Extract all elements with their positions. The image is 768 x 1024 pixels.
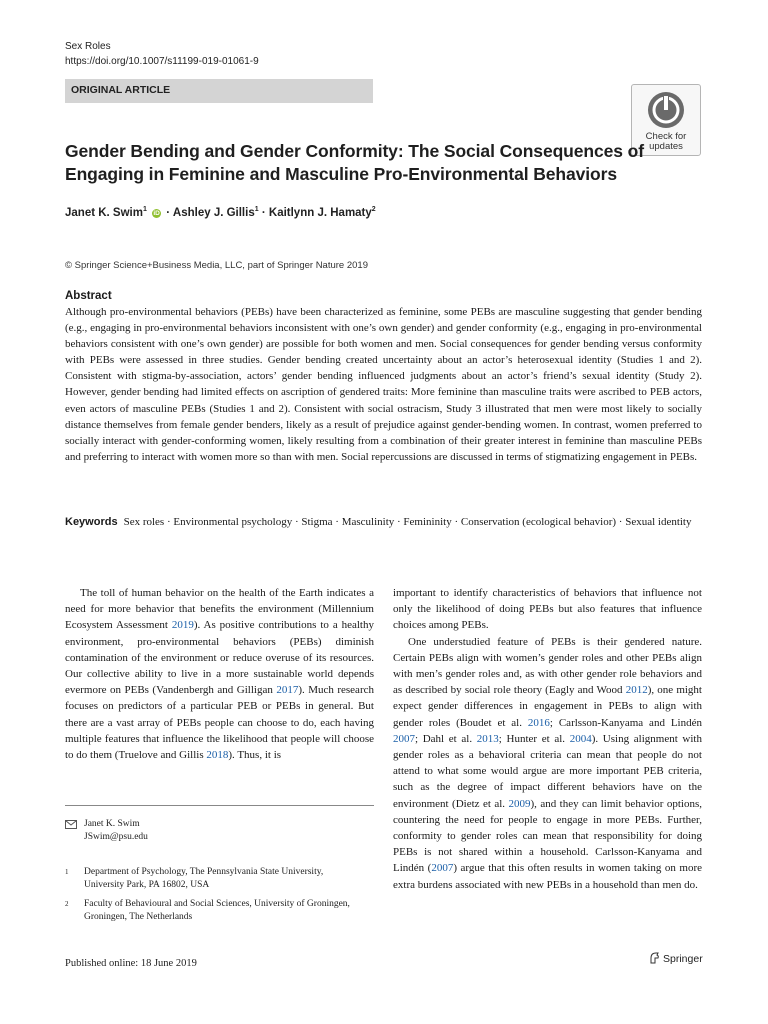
author-name[interactable]: Kaitlynn J. Hamaty: [268, 206, 372, 219]
body-paragraph: The toll of human behavior on the health of the Earth indicates a need for more behavior that benefits the environment (Millennium Ecosystem Assessment 2019). As positive contributions to a healthy environment, pro-environmental behaviors (PEBs) diminish contamination of the environment or reduce overuse of its resources. Our collective ability to live in a more sustainable world depends evermore on PEBs (Vandenbergh and Gilligan 2017). Much research focuses on predictors of a particular PEB or PEBs in general. But there are a vast array of PEBs people can choose to do, each having multiple features that influence the likelihood that people will choose to do them (Truelove and Gillis 2018). Thus, it is: [65, 587, 374, 762]
contact-name: Janet K. Swim: [84, 819, 140, 829]
article-type-bar: [65, 79, 373, 103]
affiliation-mark: 1: [65, 868, 69, 876]
journal-name: Sex Roles: [65, 41, 111, 52]
body-paragraph: One understudied feature of PEBs is their gendered nature. Certain PEBs align with women’s gender roles and other PEBs align with men’s gender roles and, as with other gender role behaviors and as described by social role theory (Eagly and Wood 2012), one might expect gender differences in engagement in PEBs to align with gender roles (Boudet et al. 2016; Carlsson-Kanyama and Lindén 2007; Dahl et al. 2013; Hunter et al. 2004). Using alignment with gender roles as a behavioral criteria can mean that people do not attend to what some would argue are more important PEB criteria, such as the degree of impact different behaviors have on the environment (Dietz et al. 2009), and they can limit behavior options, countering the need for people to engage in more PEBs. Further, conformity to gender roles can mean that responsibility for doing PEBs is not shared within a household. Carlsson-Kanyama and Lindén (2007) argue that this often results in women taking on more extra burdens associated with new PEBs in a household than men do.: [393, 635, 702, 891]
citation-link[interactable]: 2004: [569, 732, 592, 745]
published-date: Published online: 18 June 2019: [65, 958, 197, 969]
citation-link[interactable]: 2007: [431, 862, 454, 875]
orcid-icon[interactable]: iD: [153, 209, 160, 217]
body-paragraph: important to identify characteristics of behaviors that influence not only the likelihood of doing PEBs but also features that influence choices among PEBs.: [393, 587, 702, 632]
body-column-right: [393, 585, 702, 893]
author-name[interactable]: Janet K. Swim: [65, 206, 143, 219]
author-separator: ·: [166, 206, 171, 219]
springer-horse-icon: [649, 952, 660, 964]
affiliation-text: Department of Psychology, The Pennsylvania State University, University Park, PA 16802, USA: [84, 867, 324, 890]
copyright-line: © Springer Science+Business Media, LLC, part of Springer Nature 2019: [65, 260, 368, 271]
citation-link[interactable]: 2012: [625, 684, 648, 697]
publisher-logo: [649, 952, 703, 965]
abstract-heading: Abstract: [65, 290, 112, 302]
author-list: [65, 206, 376, 219]
affiliation-footnote: [65, 898, 365, 923]
citation-link[interactable]: 2017: [276, 684, 299, 697]
affiliation-text: Faculty of Behavioural and Social Sciences, University of Groningen, Groningen, The Netherlands: [84, 899, 350, 922]
envelope-icon: [65, 820, 77, 829]
keywords-label: Keywords: [65, 516, 118, 528]
affiliation-footnote: [65, 866, 365, 891]
author-name[interactable]: Ashley J. Gillis: [172, 206, 255, 219]
citation-link[interactable]: 2007: [393, 732, 415, 745]
keywords-list: Sex roles · Environmental psychology · Stigma · Masculinity · Femininity · Conservation (ecological behavior) · Sexual identity: [123, 516, 692, 528]
abstract-text: Although pro-environmental behaviors (PEBs) have been characterized as feminine, some PEBs are masculine suggesting that gender bending (e.g., engaging in pro-environmental behaviors inconsistent with one’s own gender) and gender conformity (e.g., engaging in pro-environmental behaviors consistent with one’s own gender) are possible for both women and men. Social consequences for gender bending versus conformity with PEBs were assessed in three studies. Gender bending created uncertainty about an actor’s heterosexual identity (Studies 1 and 2). Consistent with stigma-by-association, actors’ gender bending influenced judgments about an actor’s friend’s sexual identity (Study 2). However, gender bending had limited effects on ascription of gendered traits: More feminine than masculine traits were ascribed to PEB actors, even actors of masculine PEBs (Studies 1 and 2). Consistent with social ostracism, Study 3 illustrated that men were most likely to socially distance themselves from female gender benders, likely as a result of prejudice against gender-bending women. In contrast, women preferred to socially interact with gender-conforming women, likely resulting from a combination of their greater interest in feminine than masculine PEBs and preferring to interact with women more so than with men. Social repercussions are discussed in terms of stigmatizing engagement in PEBs.: [65, 306, 702, 463]
check-updates-icon: [646, 90, 686, 130]
keywords-block: [65, 514, 702, 530]
contact-email[interactable]: JSwim@psu.edu: [84, 831, 148, 842]
check-updates-label: Check for updates: [645, 131, 687, 152]
author-affil: 1: [254, 206, 259, 213]
author-affil: 1: [142, 206, 147, 213]
citation-link[interactable]: 2013: [476, 732, 499, 745]
author-affil: 2: [371, 206, 376, 213]
article-type-label: ORIGINAL ARTICLE: [71, 84, 171, 96]
citation-link[interactable]: 2016: [527, 716, 550, 729]
doi-link[interactable]: https://doi.org/10.1007/s11199-019-01061-9: [65, 56, 259, 67]
corresponding-author: [65, 818, 148, 843]
author-separator: ·: [261, 206, 266, 219]
body-column-left: [65, 585, 374, 763]
citation-link[interactable]: 2019: [171, 619, 194, 632]
footnote-divider: [65, 805, 374, 806]
article-title: Gender Bending and Gender Conformity: The Social Consequences of Engaging in Feminine and Masculine Pro-Environmental Behaviors: [65, 141, 644, 184]
citation-link[interactable]: 2009: [508, 797, 531, 810]
publisher-name: Springer: [663, 953, 703, 965]
affiliation-mark: 2: [65, 900, 69, 908]
citation-link[interactable]: 2018: [206, 749, 229, 762]
